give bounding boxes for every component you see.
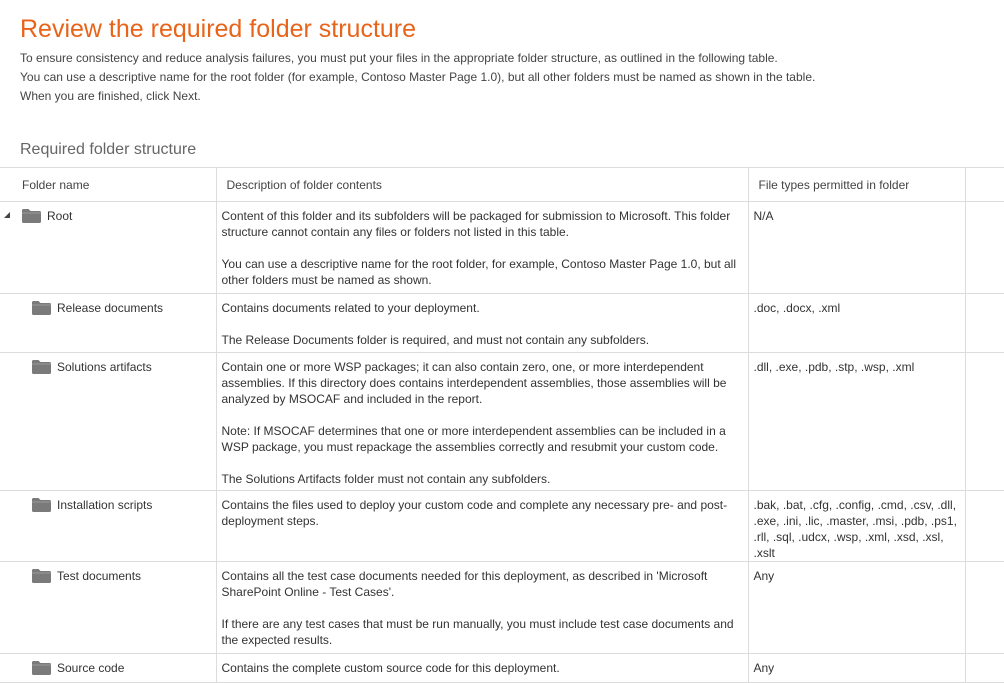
description-cell <box>216 202 748 294</box>
spacer-cell <box>965 654 1004 683</box>
folder-name-cell <box>0 562 216 654</box>
description-paragraph: Contains the complete custom source code for this deployment. <box>221 661 560 675</box>
description-paragraph: The Release Documents folder is required, and must not contain any subfolders. <box>221 333 650 347</box>
table-row <box>0 491 1004 562</box>
folder-icon <box>32 498 51 512</box>
folder-structure-table <box>0 167 1004 683</box>
table-row <box>0 294 1004 353</box>
folder-icon <box>32 661 51 675</box>
file-types-cell: N/A <box>748 202 965 294</box>
folder-name: Release documents <box>57 301 164 315</box>
folder-name-cell <box>0 202 216 294</box>
folder-name-cell <box>0 491 216 562</box>
table-row <box>0 353 1004 491</box>
intro-line: When you are finished, click Next. <box>20 89 201 103</box>
folder-icon <box>32 360 51 374</box>
intro-line: You can use a descriptive name for the root folder (for example, Contoso Master Page 1.0), but all other folders must be named as shown in the table. <box>20 70 816 84</box>
folder-name-cell <box>0 654 216 683</box>
column-header-folder-name: Folder name <box>0 168 216 202</box>
description-paragraph: Contains the files used to deploy your custom code and complete any necessary pre- and post-deployment steps. <box>221 498 728 528</box>
spacer-cell <box>965 562 1004 654</box>
description-cell <box>216 491 748 562</box>
folder-name-cell <box>0 353 216 491</box>
table-row <box>0 562 1004 654</box>
column-header-description: Description of folder contents <box>216 168 748 202</box>
page-title: Review the required folder structure <box>20 15 417 43</box>
description-cell <box>216 562 748 654</box>
folder-name: Solutions artifacts <box>57 360 152 374</box>
description-paragraph: Contain one or more WSP packages; it can also contain zero, one, or more interdependent assemblies. If this directory does contains interdependent assemblies, those assemblies will be analyzed by MSOCAF and included in the report. <box>221 360 727 406</box>
spacer-cell <box>965 294 1004 353</box>
file-types-cell: .bak, .bat, .cfg, .config, .cmd, .csv, .dll, .exe, .ini, .lic, .master, .msi, .pdb, .ps1, .rll, .sql, .udcx, .wsp, .xml, .xsd, .xsl, .xslt <box>748 491 965 562</box>
spacer-cell <box>965 353 1004 491</box>
folder-name: Source code <box>57 661 125 675</box>
description-paragraph: Content of this folder and its subfolders will be packaged for submission to Microsoft. This folder structure cannot contain any files or folders not listed in this table. <box>221 209 731 239</box>
folder-name: Installation scripts <box>57 498 153 512</box>
table-header-row <box>0 168 1004 202</box>
file-types-cell: .dll, .exe, .pdb, .stp, .wsp, .xml <box>748 353 965 491</box>
spacer-cell <box>965 491 1004 562</box>
description-paragraph: Note: If MSOCAF determines that one or more interdependent assemblies can be included in a WSP package, you must repackage the assemblies correctly and resubmit your custom code. <box>221 424 726 454</box>
expand-collapse-icon[interactable] <box>4 212 10 218</box>
intro-text <box>20 49 815 106</box>
description-paragraph: You can use a descriptive name for the root folder, for example, Contoso Master Page 1.0, but all other folders must be named as shown. <box>221 257 737 287</box>
folder-icon <box>32 301 51 315</box>
table-row <box>0 654 1004 683</box>
description-paragraph: Contains all the test case documents needed for this deployment, as described in 'Microsoft SharePoint Online - Test Cases'. <box>221 569 708 599</box>
description-paragraph: Contains documents related to your deployment. <box>221 301 480 315</box>
description-cell <box>216 353 748 491</box>
folder-name: Test documents <box>57 569 142 583</box>
description-paragraph: If there are any test cases that must be run manually, you must include test case documents and the expected results. <box>221 617 734 647</box>
column-header-spacer <box>965 168 1004 202</box>
file-types-cell: Any <box>748 654 965 683</box>
folder-name-cell <box>0 294 216 353</box>
section-heading: Required folder structure <box>20 141 197 158</box>
file-types-cell: .doc, .docx, .xml <box>748 294 965 353</box>
description-paragraph: The Solutions Artifacts folder must not contain any subfolders. <box>221 472 551 486</box>
description-cell <box>216 294 748 353</box>
file-types-cell: Any <box>748 562 965 654</box>
folder-icon <box>22 209 41 223</box>
table-row <box>0 202 1004 294</box>
intro-line: To ensure consistency and reduce analysis failures, you must put your files in the appropriate folder structure, as outlined in the following table. <box>20 51 778 65</box>
column-header-file-types: File types permitted in folder <box>748 168 965 202</box>
spacer-cell <box>965 202 1004 294</box>
folder-icon <box>32 569 51 583</box>
description-cell <box>216 654 748 683</box>
folder-name: Root <box>47 209 73 223</box>
